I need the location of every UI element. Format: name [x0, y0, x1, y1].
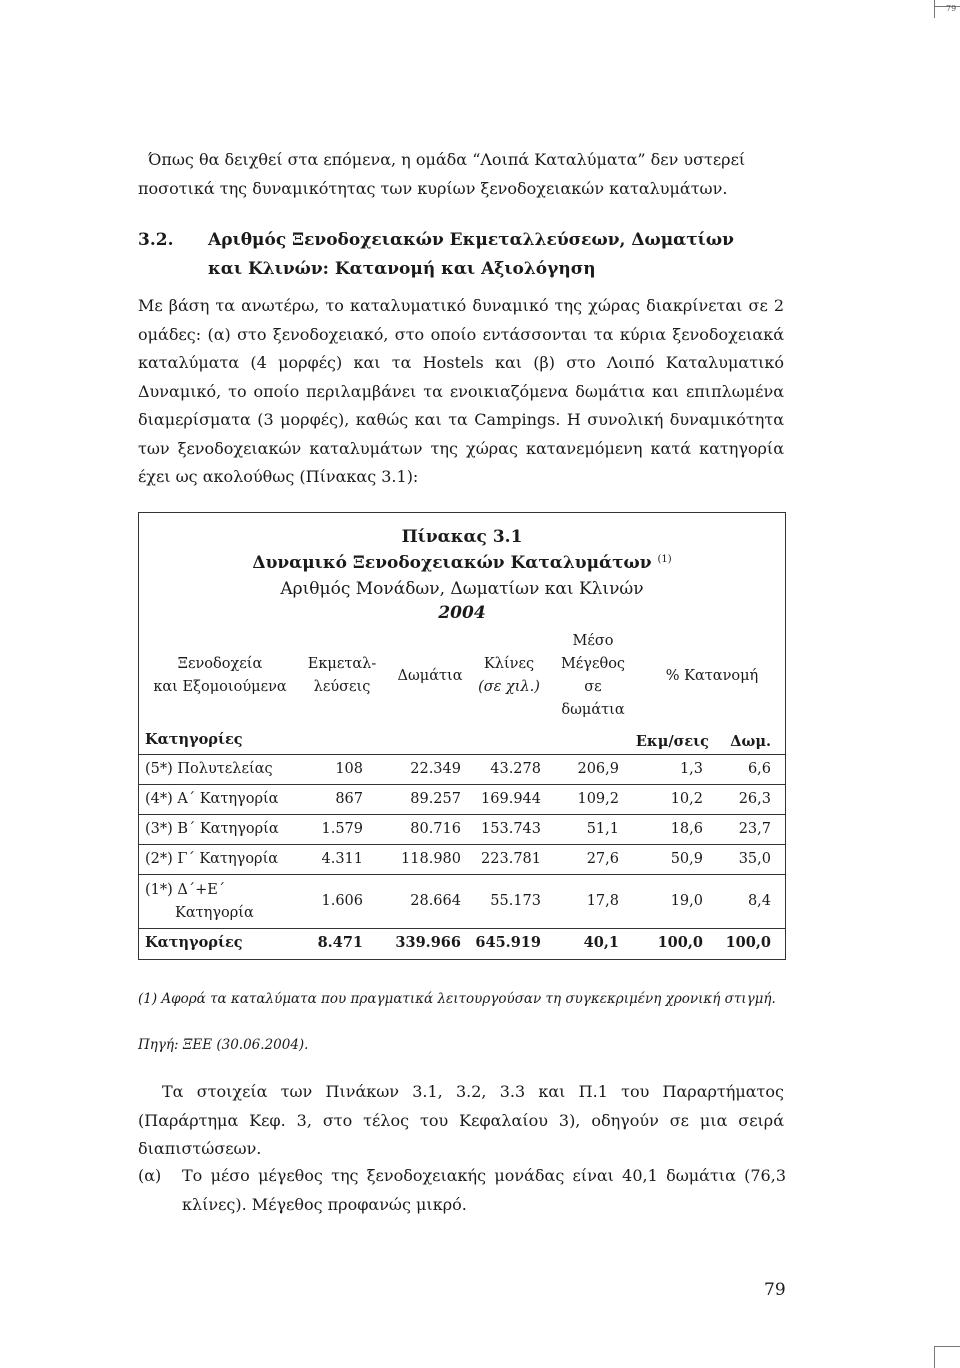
row-units-pct: 18,6 [670, 821, 703, 837]
section-title-line1: Αριθμός Ξενοδοχειακών Εκμεταλλεύσεων, Δωματίων [208, 230, 734, 250]
total-category: Κατηγορίες [145, 934, 243, 951]
total-rooms: 339.966 [395, 934, 461, 951]
header-average-line4: δωμάτια [561, 702, 625, 718]
header-distribution: % Κατανομή [665, 668, 759, 684]
row-average: 51,1 [586, 821, 619, 837]
total-average: 40,1 [583, 934, 619, 951]
row-units: 1.606 [321, 893, 363, 909]
row-average: 206,9 [577, 761, 619, 777]
header-beds-line1: Κλίνες [483, 656, 535, 672]
header-beds [471, 653, 547, 699]
row-units: 1.579 [321, 821, 363, 837]
header-average-line3: σε [584, 679, 602, 695]
table-title: Πίνακας 3.1 [401, 527, 523, 547]
crop-mark [934, 0, 935, 18]
row-category: (5*) Πολυτελείας [145, 761, 273, 777]
table-year: 2004 [438, 603, 486, 623]
row-units: 867 [335, 791, 363, 807]
table-footnote: (1) Αφορά τα καταλύματα που πραγματικά λειτουργούσαν τη συγκεκριμένη χρονική στιγμή. [138, 991, 776, 1007]
table-subtitle-text: Δυναμικό Ξενοδοχειακών Καταλυμάτων [252, 553, 652, 573]
row-divider [139, 874, 785, 875]
row-rooms-pct: 6,6 [747, 761, 771, 777]
header-categories: Κατηγορίες [145, 731, 243, 748]
table-subtitle-note: (1) [657, 554, 672, 565]
row-rooms-pct: 8,4 [747, 893, 771, 909]
row-units-pct: 10,2 [670, 791, 703, 807]
row5-category-line2: Κατηγορία [175, 905, 254, 921]
header-average-line2: Μέγεθος [560, 656, 626, 672]
row-divider [139, 928, 785, 929]
header-hotels-line2: και Εξομοιούμενα [153, 679, 287, 695]
crop-mark [934, 1346, 935, 1368]
row-category: (3*) Β΄ Κατηγορία [145, 821, 279, 837]
section-number: 3.2. [138, 230, 174, 250]
row5-category-line1: (1*) Δ΄+Ε΄ [145, 882, 226, 898]
header-average-size [549, 630, 637, 722]
row-category: (4*) Α΄ Κατηγορία [145, 791, 279, 807]
section-title-line2: και Κλινών: Κατανομή και Αξιολόγηση [208, 258, 596, 279]
header-rooms-pct: Δωμ. [730, 733, 771, 750]
header-hotels-line1: Ξενοδοχεία [177, 656, 263, 672]
row-divider [139, 814, 785, 815]
total-beds: 645.919 [475, 934, 541, 951]
body-paragraph-1: Με βάση τα ανωτέρω, το καταλυματικό δυναμικό της χώρας διακρίνεται σε 2 ομάδες: (α) στο ξενοδοχειακό, στο οποίο εντάσσονται τα κύρια ξενοδοχειακά καταλύματα (4 μορφές) και τα Hostels και (β) στο Λοιπό Καταλυματικό Δυναμικό, το οποίο περιλαμβάνει τα ενοικιαζόμενα δωμάτια και επιπλωμένα διαμερίσματα (3 μορφές), καθώς και τα Campings. Η συνολική δυναμικότητα των ξενοδοχειακών καταλυμάτων της χώρας κατανεμόμενη κατά κατηγορία έχει ως ακολούθως (Πίνακας 3.1): [138, 296, 784, 486]
row-rooms: 80.716 [410, 821, 461, 837]
list-item-label: (α) [138, 1166, 162, 1185]
corner-page-number: 79 [946, 4, 957, 13]
row-units: 4.311 [321, 851, 363, 867]
total-rooms-pct: 100,0 [725, 934, 771, 951]
row-beds: 223.781 [481, 851, 541, 867]
row-rooms: 22.349 [410, 761, 461, 777]
page-number: 79 [764, 1280, 786, 1300]
table-source: Πηγή: ΞΕΕ (30.06.2004). [138, 1037, 309, 1053]
row-units-pct: 1,3 [679, 761, 703, 777]
table-3-1 [138, 512, 786, 960]
row-units: 108 [335, 761, 363, 777]
row-units-pct: 50,9 [670, 851, 703, 867]
row-beds: 55.173 [490, 893, 541, 909]
total-units-pct: 100,0 [657, 934, 703, 951]
row-category: (2*) Γ΄ Κατηγορία [145, 851, 279, 867]
row-divider [139, 784, 785, 785]
row-rooms: 28.664 [410, 893, 461, 909]
list-item-text: Το μέσο μέγεθος της ξενοδοχειακής μονάδας είναι 40,1 δωμάτια (76,3 κλίνες). Μέγεθος προφανώς μικρό. [182, 1166, 786, 1214]
row-average: 17,8 [586, 893, 619, 909]
row-divider [139, 754, 785, 755]
header-units-line2: λεύσεις [313, 679, 371, 695]
row-rooms-pct: 26,3 [738, 791, 771, 807]
header-units [299, 653, 385, 699]
header-units-line1: Εκμεταλ- [307, 656, 377, 672]
crop-mark [934, 1346, 960, 1347]
row-average: 27,6 [586, 851, 619, 867]
row-category [145, 879, 254, 925]
table-subtitle [139, 553, 785, 573]
row-rooms: 118.980 [401, 851, 461, 867]
row-beds: 43.278 [490, 761, 541, 777]
row-average: 109,2 [577, 791, 619, 807]
header-beds-line2: (σε χιλ.) [478, 679, 540, 695]
header-units-pct: Εκμ/σεις [635, 733, 709, 750]
row-units-pct: 19,0 [670, 893, 703, 909]
total-units: 8.471 [317, 934, 363, 951]
header-rooms: Δωμάτια [397, 668, 463, 684]
row-divider [139, 844, 785, 845]
table-subtitle-2: Αριθμός Μονάδων, Δωματίων και Κλινών [280, 579, 644, 599]
intro-paragraph: Όπως θα δειχθεί στα επόμενα, η ομάδα “Λοιπά Καταλύματα” δεν υστερεί ποσοτικά της δυναμικότητας των κυρίων ξενοδοχειακών καταλυμάτων. [138, 150, 746, 198]
row-rooms: 89.257 [410, 791, 461, 807]
body-paragraph-2: Τα στοιχεία των Πινάκων 3.1, 3.2, 3.3 και Π.1 του Παραρτήματος (Παράρτημα Κεφ. 3, στο τέλος του Κεφαλαίου 3), οδηγούν σε μια σειρά διαπιστώσεων. [138, 1082, 784, 1158]
header-average-line1: Μέσο [572, 633, 614, 649]
header-hotels [139, 653, 301, 699]
row-rooms-pct: 23,7 [738, 821, 771, 837]
row-rooms-pct: 35,0 [738, 851, 771, 867]
row-beds: 153.743 [481, 821, 541, 837]
row-beds: 169.944 [481, 791, 541, 807]
